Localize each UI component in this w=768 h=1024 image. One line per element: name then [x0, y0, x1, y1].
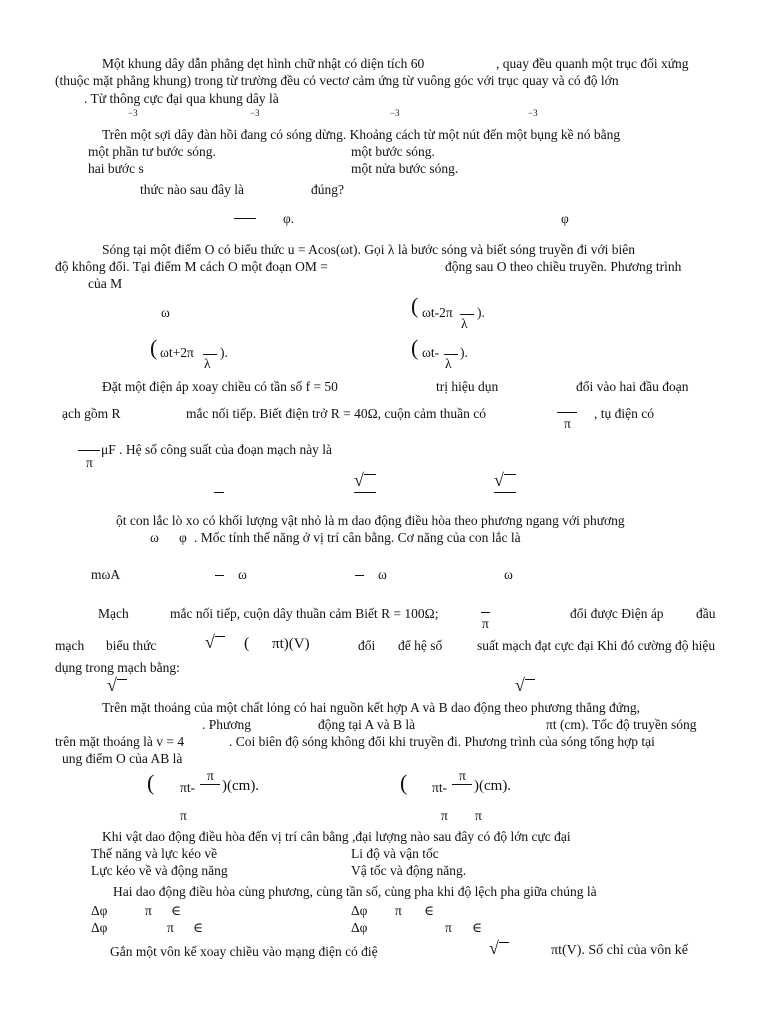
q8-optA-end: )(cm).	[222, 778, 260, 794]
q4-optB-lambda: λ	[461, 316, 468, 331]
q7-sqrt-bar	[215, 636, 225, 637]
q5-fraction-bar	[557, 412, 577, 413]
q10-a-pi: π	[145, 903, 152, 918]
q5-pi: π	[564, 416, 571, 431]
q3-phi-a: φ.	[283, 211, 295, 226]
q1-exp-a: −3	[128, 108, 138, 118]
q7-line2a: mạch	[55, 638, 85, 653]
q4-optC-a: ωt+2π	[160, 345, 194, 360]
q4-optB-end: ).	[477, 305, 485, 320]
q5-line2a: ạch gồm R	[62, 406, 121, 421]
q1-line3: . Từ thông cực đại qua khung dây là	[84, 91, 279, 106]
q2-option-c: hai bước s	[88, 161, 144, 176]
q7-line1c: đổi được Điện áp	[570, 606, 664, 621]
q8-line2a: . Phương	[202, 717, 251, 732]
q10-a-in: ∈	[171, 903, 181, 918]
q7-optA-sqrt-bar	[117, 679, 127, 680]
q7-line3: dụng trong mạch bằng:	[55, 660, 180, 675]
q8-line1: Trên mặt thoáng của một chất lỏng có hai nguồn kết hợp A và B dao động theo phương thẳng đứng,	[102, 700, 640, 715]
q7-line2c: (	[244, 635, 250, 652]
q1-exp-c: −3	[390, 108, 400, 118]
q2-stem: Trên một sợi dây đàn hồi đang có sóng dừng. Khoảng cách từ một nút đến một bụng kề nó bằng	[102, 127, 621, 142]
q7-optC-sqrt-bar	[525, 679, 535, 680]
q8-optB-pi: π	[459, 768, 466, 783]
q8-optB-bar	[452, 784, 472, 785]
q1-exp-b: −3	[250, 108, 260, 118]
q1-line2: (thuộc mặt phẳng khung) trong từ trường đều có vectơ cảm ứng từ vuông góc với trục quay và có độ lớn	[55, 73, 619, 88]
q5-c-pi: π	[86, 455, 93, 470]
q8-optB-lparen: (	[400, 770, 408, 795]
q5-optC-sqrt-bar	[504, 474, 516, 475]
q4-optC-end: ).	[220, 345, 228, 360]
q2-option-d: một nửa bước sóng.	[351, 161, 459, 176]
q8-optA-bar	[200, 784, 220, 785]
q8-optD-pi2: π	[475, 808, 482, 823]
q4-optC-lparen: (	[150, 335, 158, 360]
q7-line1d: đầu	[696, 606, 716, 621]
q5-optB-bar	[354, 492, 376, 493]
q8-optA-pi: π	[207, 768, 214, 783]
q5-line1c: đổi vào hai đầu đoạn	[576, 379, 689, 394]
q5-optC-bar	[494, 492, 516, 493]
q9-stem: Khi vật dao động điều hòa đến vị trí cân bằng ,đại lượng nào sau đây có độ lớn cực đại	[102, 829, 571, 844]
q5-line3: μF . Hệ số công suất của đoạn mạch này là	[101, 442, 333, 457]
q5-line2c: , tụ điện có	[594, 406, 654, 421]
q6-line2a: ω	[150, 530, 159, 545]
q7-optA-sqrt: √	[107, 675, 117, 695]
q11-sqrt: √	[489, 938, 499, 958]
q4-optD-lambda: λ	[445, 356, 452, 371]
q5-line1b: trị hiệu dụn	[436, 379, 499, 394]
q4-optD-bar	[444, 354, 458, 355]
q4-line1: Sóng tại một điểm O có biểu thức u = Acos(ωt). Gọi λ là bước sóng và biết sóng truyền đi với biên	[102, 242, 636, 257]
q10-c-in: ∈	[193, 920, 203, 935]
q2-option-b: một bước sóng.	[351, 144, 435, 159]
q3-stem-b: đúng?	[311, 182, 344, 197]
q5-optA-bar	[214, 492, 224, 493]
q9-option-b: Li độ và vận tốc	[351, 846, 439, 861]
q2-option-a: một phần tư bước sóng.	[88, 144, 216, 159]
q10-d-in: ∈	[472, 920, 482, 935]
q4-optC-bar	[203, 354, 217, 355]
q4-optB-bar	[460, 314, 474, 315]
q8-line2c: πt (cm). Tốc độ truyền sóng	[546, 717, 697, 732]
q5-c-bar	[78, 450, 100, 451]
q8-line3b: . Coi biên độ sóng không đổi khi truyền đi. Phương trình của sóng tổng hợp tại	[229, 734, 655, 749]
q10-b-dphi: Δφ	[351, 903, 368, 918]
q7-line2e: đổi	[358, 638, 376, 653]
q10-stem: Hai dao động điều hòa cùng phương, cùng tần số, cùng pha khi độ lệch pha giữa chúng là	[113, 884, 597, 899]
q3-stem-a: thức nào sau đây là	[140, 182, 245, 197]
q10-b-pi: π	[395, 903, 402, 918]
q10-d-pi: π	[445, 920, 452, 935]
q6-option-d: ω	[504, 567, 513, 582]
q4-line2b: động sau O theo chiều truyền. Phương trình	[445, 259, 682, 274]
q6-line2c: . Mốc tính thế năng ở vị trí cân bằng. Cơ năng của con lắc là	[194, 530, 521, 545]
q8-line4: ung điểm O của AB là	[62, 751, 183, 766]
q7-sqrt: √	[205, 632, 215, 652]
q11-line1a: Gắn một vôn kế xoay chiều vào mạng điện có điệ	[110, 944, 378, 959]
q6-line2b: φ	[179, 530, 187, 545]
q7-fraction-bar	[481, 612, 490, 613]
q7-optC-sqrt: √	[515, 675, 525, 695]
q8-optB-end: )(cm).	[474, 778, 512, 794]
q4-optB-lparen: (	[411, 293, 419, 318]
q9-option-c: Lực kéo về và động năng	[91, 863, 228, 878]
q5-optB-sqrt-bar	[364, 474, 376, 475]
q3-fraction-bar	[234, 218, 256, 219]
q7-line2d: πt)(V)	[272, 636, 310, 652]
q4-line3: của M	[88, 276, 123, 291]
q8-optA: πt-	[180, 780, 196, 795]
q1-exp-d: −3	[528, 108, 538, 118]
q6-optC-bar	[355, 575, 364, 576]
q6-line1: ột con lắc lò xo có khối lượng vật nhỏ là m dao động điều hòa theo phương ngang với phương	[116, 513, 625, 528]
q4-option-a: ω	[161, 305, 170, 320]
q6-optB-bar	[215, 575, 224, 576]
q9-option-d: Vậ tốc và động năng.	[351, 863, 467, 878]
q7-line1a: Mạch	[98, 606, 129, 621]
q4-optD-a: ωt-	[422, 345, 440, 360]
q7-line2b: biểu thức	[106, 638, 157, 653]
q8-line2b: động tại A và B là	[318, 717, 416, 732]
q7-pi: π	[482, 616, 489, 631]
q10-c-pi: π	[167, 920, 174, 935]
q9-option-a: Thế năng và lực kéo về	[91, 846, 218, 861]
q6-option-c: ω	[378, 567, 387, 582]
q4-line2a: độ không đổi. Tại điểm M cách O một đoạn OM =	[55, 259, 328, 274]
q8-optC-pi: π	[180, 808, 187, 823]
q1-line1: Một khung dây dẫn phẳng dẹt hình chữ nhật có diện tích 60	[102, 56, 425, 71]
q4-optD-lparen: (	[411, 335, 419, 360]
q11-sqrt-bar	[499, 942, 509, 943]
q3-phi-b: φ	[561, 211, 569, 226]
q6-option-a: mωA	[91, 567, 121, 582]
q10-d-dphi: Δφ	[351, 920, 368, 935]
q8-optD-pi1: π	[441, 808, 448, 823]
q5-optC-sqrt: √	[494, 470, 504, 490]
q8-line3a: trên mặt thoáng là v = 4	[55, 734, 185, 749]
q7-line2g: suất mạch đạt cực đại Khi đó cường độ hiệu	[477, 638, 716, 653]
q10-b-in: ∈	[424, 903, 434, 918]
q10-a-dphi: Δφ	[91, 903, 108, 918]
q1-line1b: , quay đều quanh một trục đối xứng	[496, 56, 689, 71]
q11-line1b: πt(V). Số chỉ của vôn kế	[551, 943, 688, 958]
q10-c-dphi: Δφ	[91, 920, 108, 935]
q4-optB-a: ωt-2π	[422, 305, 453, 320]
q7-line2f: để hệ số	[398, 638, 443, 653]
q6-option-b: ω	[238, 567, 247, 582]
q5-line1a: Đặt một điện áp xoay chiều có tần số f = 50	[102, 379, 338, 394]
q5-optB-sqrt: √	[354, 470, 364, 490]
q5-line2b: mắc nối tiếp. Biết điện trở R = 40Ω, cuộn cảm thuần có	[186, 406, 486, 421]
q7-line1b: mắc nối tiếp, cuộn dây thuần cảm Biết R = 100Ω;	[170, 606, 439, 621]
q8-optA-lparen: (	[147, 770, 155, 795]
q4-optD-end: ).	[460, 345, 468, 360]
q8-optB: πt-	[432, 780, 448, 795]
q4-optC-lambda: λ	[204, 356, 211, 371]
